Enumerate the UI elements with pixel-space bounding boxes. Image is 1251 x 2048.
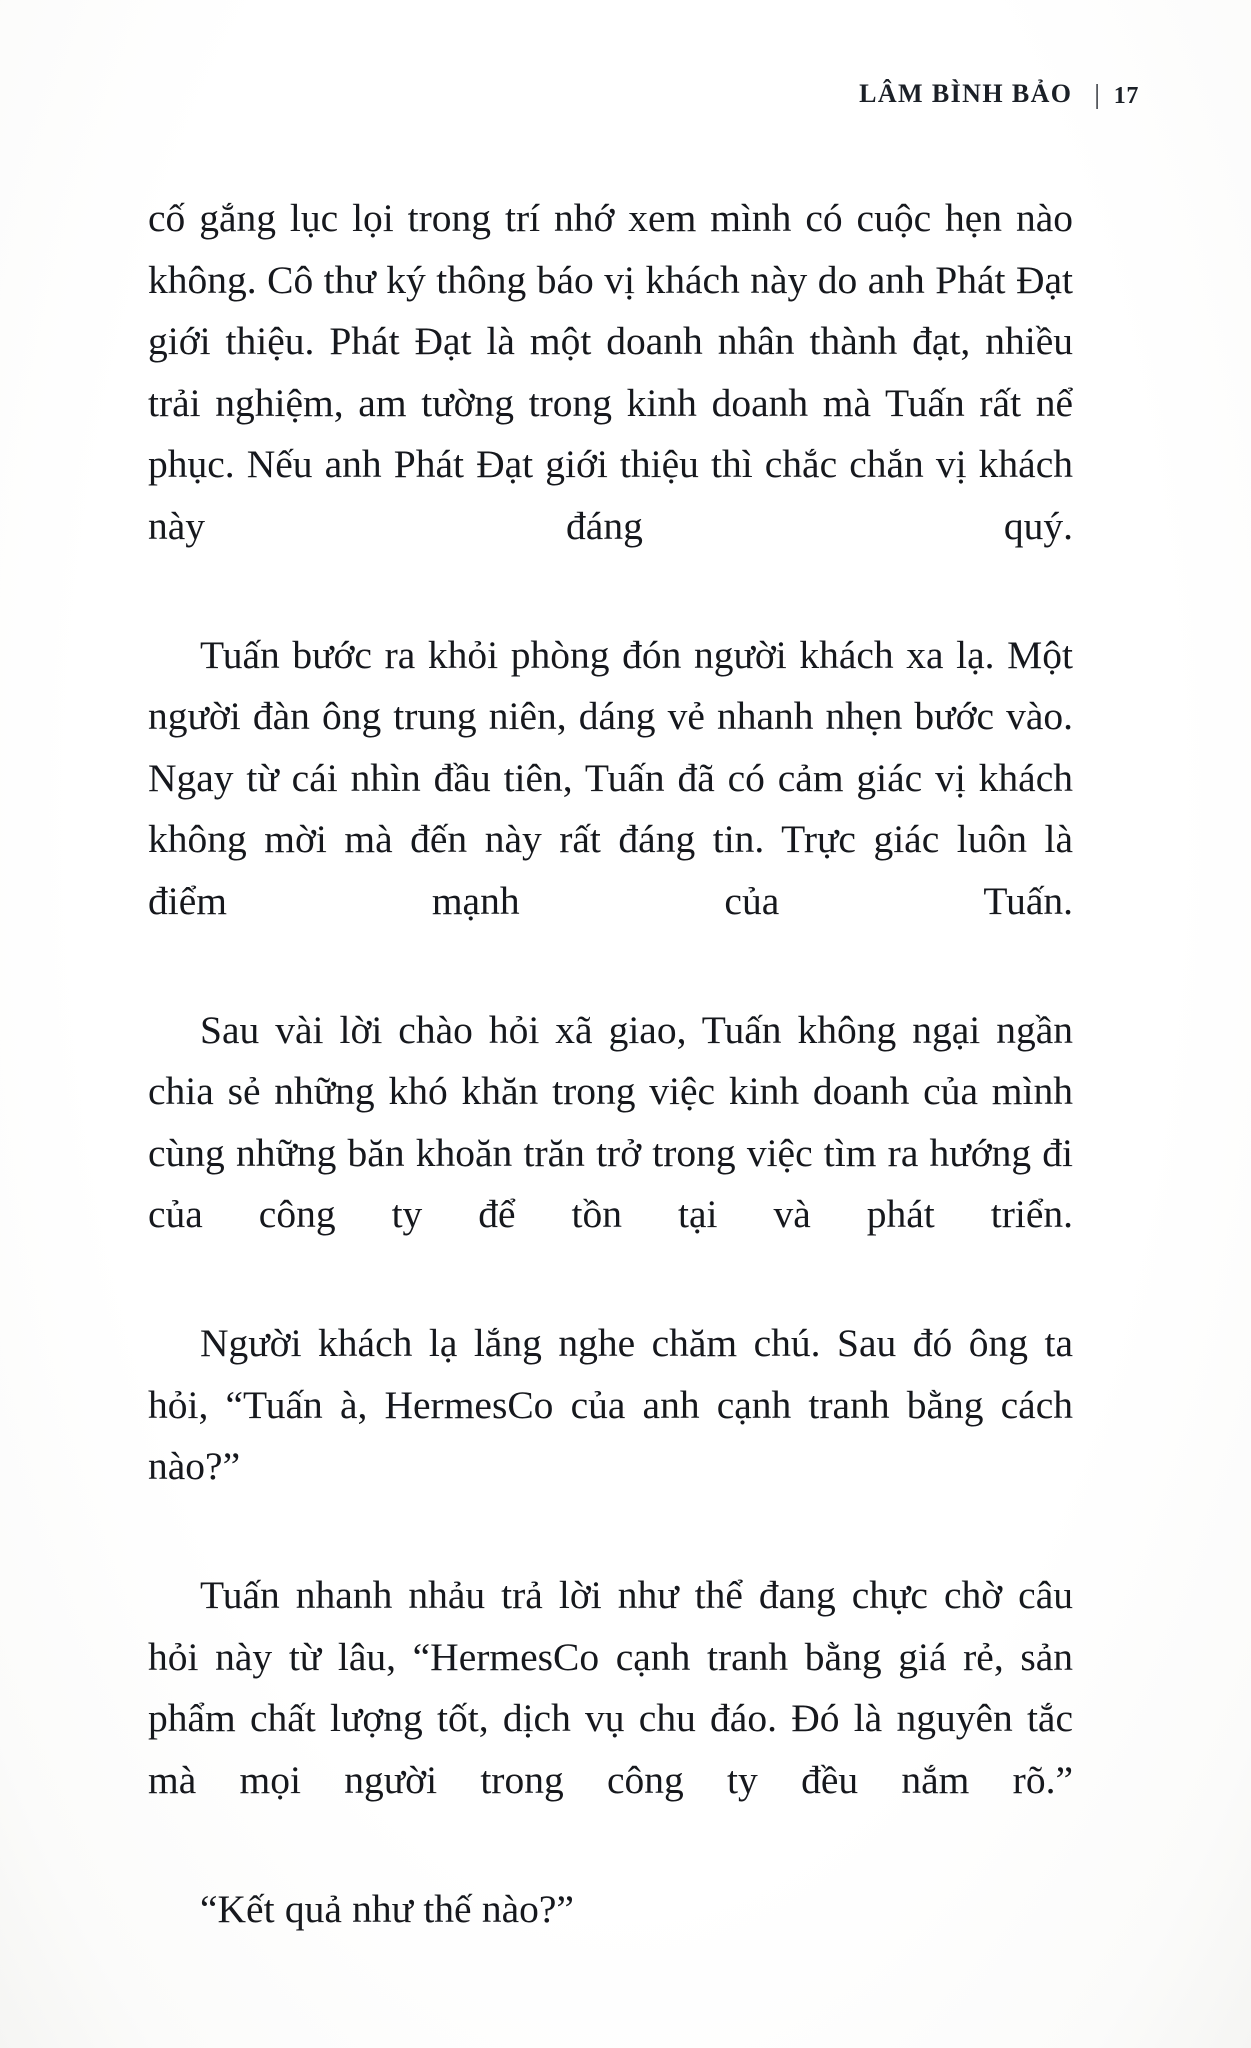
body-text	[148, 188, 1073, 1940]
running-head-separator: |	[1094, 79, 1100, 109]
running-head-author: LÂM BÌNH BẢO	[859, 79, 1073, 108]
paragraph: Người khách lạ lắng nghe chăm chú. Sau đó ông ta hỏi, “Tuấn à, HermesCo của anh cạnh tranh bằng cách nào?”	[148, 1321, 1073, 1488]
page-number: 17	[1113, 83, 1139, 109]
paragraph: Tuấn bước ra khỏi phòng đón người khách xa lạ. Một người đàn ông trung niên, dáng vẻ nhanh nhẹn bước vào. Ngay từ cái nhìn đầu tiên, Tuấn đã có cảm giác vị khách không mời mà đến này rất đáng tin. Trực giác luôn là điểm mạnh của Tuấn.	[148, 632, 1073, 923]
paragraph: Sau vài lời chào hỏi xã giao, Tuấn không ngại ngần chia sẻ những khó khăn trong việc kinh doanh của mình cùng những băn khoăn trăn trở trong việc tìm ra hướng đi của công ty để tồn tại và phát triển.	[148, 1007, 1073, 1236]
paragraph: Tuấn nhanh nhảu trả lời như thể đang chực chờ câu hỏi này từ lâu, “HermesCo cạnh tranh bằng giá rẻ, sản phẩm chất lượng tốt, dịch vụ chu đáo. Đó là nguyên tắc mà mọi người trong công ty đều nắm rõ.”	[148, 1573, 1073, 1802]
paragraph: “Kết quả như thế nào?”	[200, 1886, 574, 1931]
running-head	[859, 78, 1139, 109]
paragraph: cố gắng lục lọi trong trí nhớ xem mình có cuộc hẹn nào không. Cô thư ký thông báo vị khách này do anh Phát Đạt giới thiệu. Phát Đạt là một doanh nhân thành đạt, nhiều trải nghiệm, am tường trong kinh doanh mà Tuấn rất nể phục. Nếu anh Phát Đạt giới thiệu thì chắc chắn vị khách này đáng quý.	[148, 196, 1073, 548]
